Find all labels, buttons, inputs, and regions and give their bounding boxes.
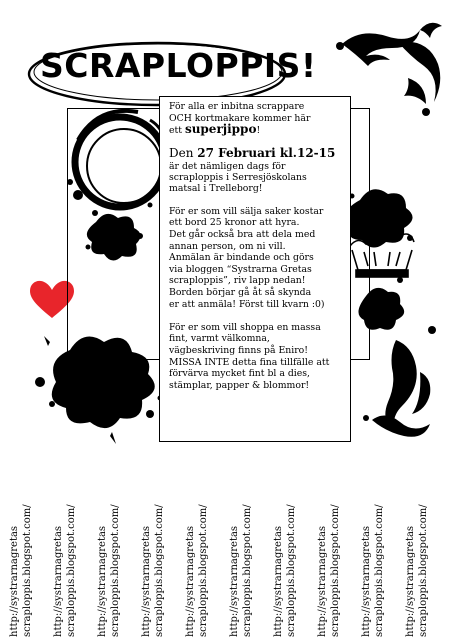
sellers-paragraph: För er som vill sälja saker kostar ett bord 25 kronor att hyra. Det går också bra att dela med annan person, om ni vill. Anmälan är bindande och görs via bloggen “Systrarna Gretas scraploppis”, riv lapp nedan! Borden börjar gå åt så skynda er att anmäla! Först till kvarn :0) [169,205,325,310]
tear-off-strip[interactable]: http://systrarnagretas scraploppis.blogspot.com/ [9,504,33,637]
tear-off-strip[interactable]: http://systrarnagretas scraploppis.blogspot.com/ [53,504,77,637]
tear-off-strip[interactable]: http://systrarnagretas scraploppis.blogspot.com/ [317,504,341,637]
event-datetime: 27 Februari kl.12-15 [197,146,336,161]
tear-off-strip[interactable]: http://systrarnagretas scraploppis.blogspot.com/ [273,504,297,637]
intro-paragraph: För alla er inbitna scrappare OCH kortmakare kommer här ett superjippo! [169,101,311,137]
date-paragraph: Den 27 Februari kl.12-15 är det nämligen dags för scraploppis i Serresjöskolans matsal i Trelleborg! [169,146,336,194]
tear-off-strip[interactable]: http://systrarnagretas scraploppis.blogspot.com/ [361,504,385,637]
shoppers-paragraph: För er som vill shoppa en massa fint, varmt välkomna, vägbeskriving finns på Eniro! MISSA INTE detta fina tillfälle att förvärva mycket fint bl a dies, stämplar, papper & blommor! [169,321,330,391]
flourish-ornament-icon [363,326,436,437]
tear-off-strip[interactable]: http://systrarnagretas scraploppis.blogspot.com/ [229,504,253,637]
tear-off-strip[interactable]: http://systrarnagretas scraploppis.blogspot.com/ [405,504,429,637]
tear-off-strip[interactable]: http://systrarnagretas scraploppis.blogspot.com/ [141,504,165,637]
tear-off-strip[interactable]: http://systrarnagretas scraploppis.blogspot.com/ [185,504,209,637]
announcement-text-box [159,96,351,442]
tear-off-strip[interactable]: http://systrarnagretas scraploppis.blogspot.com/ [97,504,121,637]
superjippo-highlight: superjippo [184,122,257,137]
flyer-title: SCRAPLOPPIS! [40,46,317,85]
flourish-ornament-icon [336,23,442,116]
tear-off-strips [0,470,452,640]
